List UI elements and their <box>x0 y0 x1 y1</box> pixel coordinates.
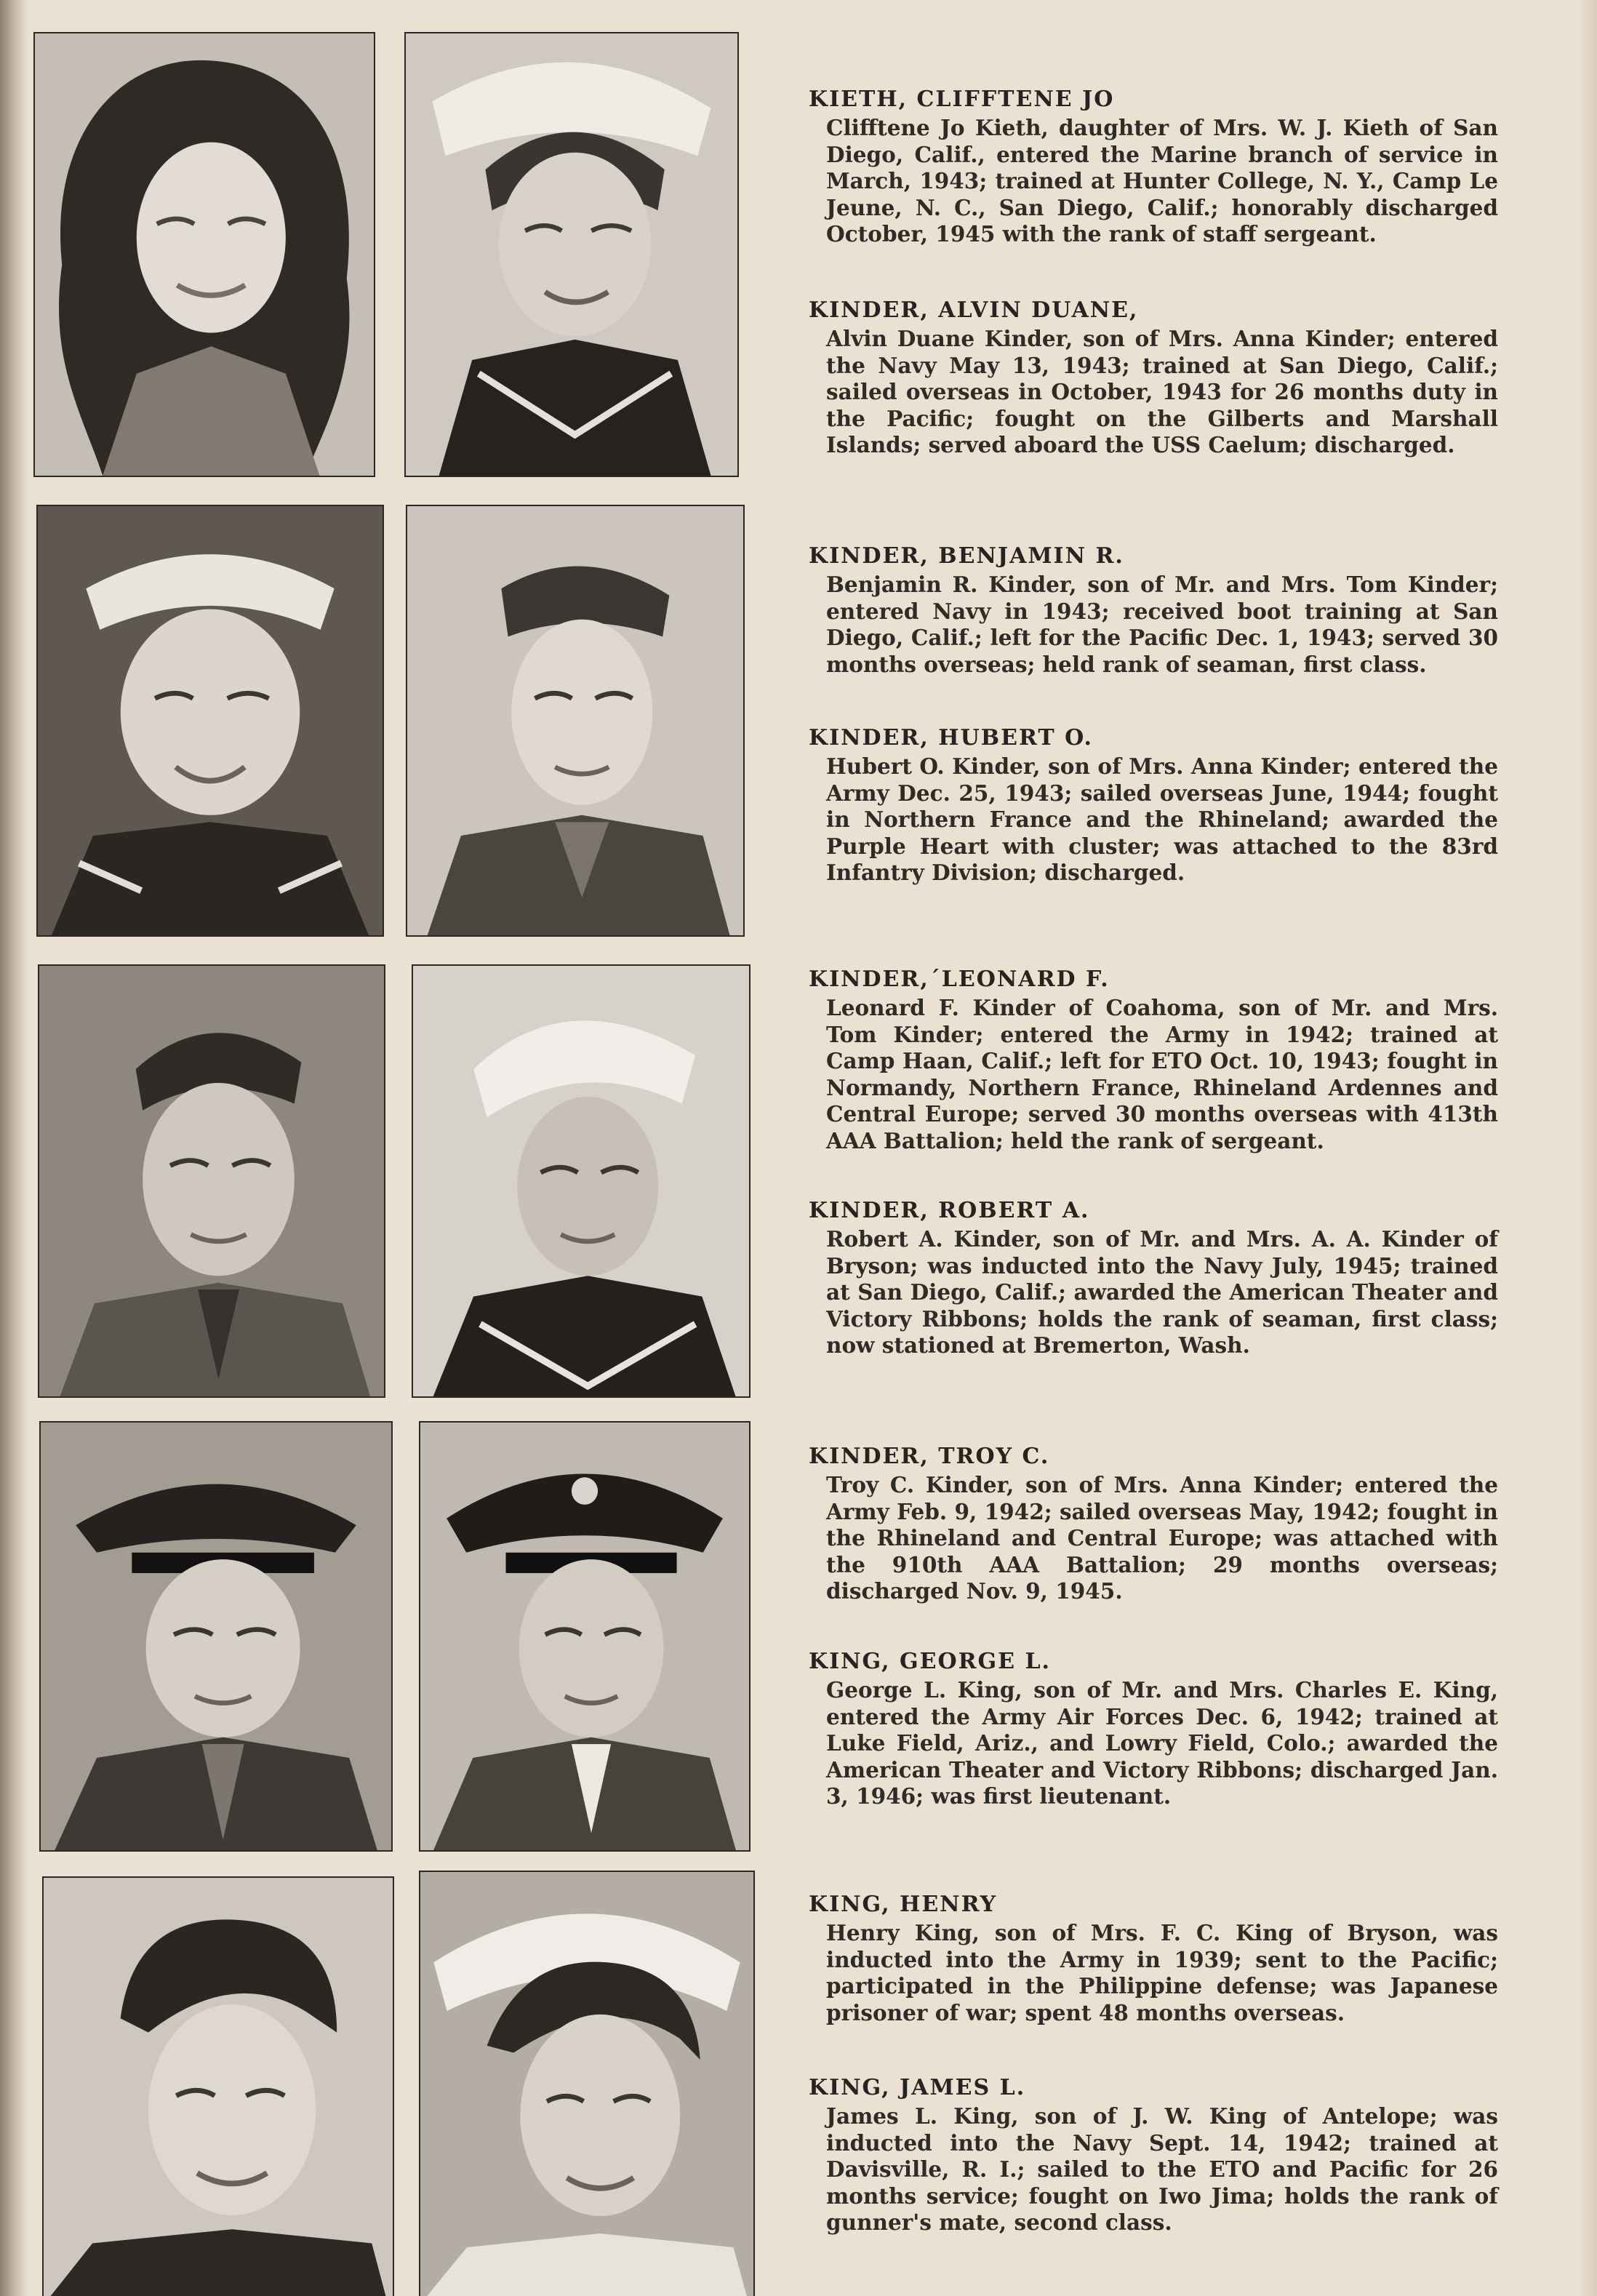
entry-king-george <box>809 1648 1498 1810</box>
entry-name: KING, HENRY <box>809 1892 998 1917</box>
portrait-photo-kinder-benjamin <box>36 505 384 937</box>
entry-name: KIETH, CLIFFTENE JO <box>809 87 1115 112</box>
portrait-photo-kinder-leonard <box>38 964 385 1398</box>
entry-text: Clifftene Jo Kieth, daughter of Mrs. W. J. Kieth of San Diego, Calif., entered the Marine branch of service in March, 1943; trained at Hunter College, N. Y., Camp Le Jeune, N. C., San Diego, Calif.; honorably discharged October, 1945 with the rank of staff sergeant. <box>826 115 1498 247</box>
entry-name: KINDER, ALVIN DUANE, <box>809 297 1139 323</box>
entry-text: George L. King, son of Mr. and Mrs. Charles E. King, entered the Army Air Forces Dec. 6, 1942; trained at Luke Field, Ariz., and Lowry Field, Colo.; awarded the American Theater and Victory Ribbons; discharged Jan. 3, 1946; was first lieutenant. <box>826 1677 1498 1809</box>
entry-text: Henry King, son of Mrs. F. C. King of Bryson, was inducted into the Army in 1939; sent to the Pacific; participated in the Philippine defense; was Japanese prisoner of war; spent 48 months overseas. <box>826 1920 1498 2025</box>
entry-kinder-hubert <box>809 724 1498 887</box>
entry-kinder-benjamin <box>809 543 1498 678</box>
portrait-photo-kinder-robert <box>412 964 751 1398</box>
portrait-photo-kinder-alvin <box>404 32 739 477</box>
page-right-edge <box>1578 0 1597 2296</box>
portrait-photo-kinder-hubert <box>406 505 745 937</box>
entry-text: Alvin Duane Kinder, son of Mrs. Anna Kinder; entered the Navy May 13, 1943; trained at San Diego, Calif.; sailed overseas in October, 1943 for 26 months duty in the Pacific; fought on the Gilberts and Marshall Islands; served aboard the USS Caelum; discharged. <box>826 326 1498 457</box>
portrait-photo-kinder-troy <box>39 1421 393 1852</box>
entry-text: Troy C. Kinder, son of Mrs. Anna Kinder; entered the Army Feb. 9, 1942; sailed overseas May, 1942; fought in the Rhineland and Central Europe; was attached with the 910th AAA Battalion; 29 months overseas; discharged Nov. 9, 1945. <box>826 1472 1498 1604</box>
entry-king-henry <box>809 1891 1498 2026</box>
entry-kinder-alvin <box>809 297 1498 459</box>
entry-text: Hubert O. Kinder, son of Mrs. Anna Kinder; entered the Army Dec. 25, 1943; sailed overseas June, 1944; fought in Northern France and the Rhineland; awarded the Purple Heart with cluster; was attached to the 83rd Infantry Division; discharged. <box>826 753 1498 885</box>
entry-name: KINDER, HUBERT O. <box>809 725 1093 751</box>
portrait-photo-king-george <box>419 1421 751 1852</box>
entry-name: KINDER, ROBERT A. <box>809 1198 1090 1223</box>
entry-text: Leonard F. Kinder of Coahoma, son of Mr. and Mrs. Tom Kinder; entered the Army in 1942; trained at Camp Haan, Calif.; left for ETO Oct. 10, 1943; fought in Normandy, Northern France, Rhineland Ardennes and Central Europe; served 30 months overseas with 413th AAA Battalion; held the rank of sergeant. <box>826 995 1498 1153</box>
entry-kinder-leonard <box>809 966 1498 1154</box>
entry-name: KING, JAMES L. <box>809 2075 1026 2100</box>
entry-name: KINDER,´LEONARD F. <box>809 967 1110 992</box>
page-binding-edge <box>0 0 28 2296</box>
entry-text: Benjamin R. Kinder, son of Mr. and Mrs. Tom Kinder; entered Navy in 1943; received boot training at San Diego, Calif.; left for the Pacific Dec. 1, 1943; served 30 months overseas; held rank of seaman, first class. <box>826 572 1498 677</box>
portrait-photo-king-james <box>419 1871 755 2296</box>
entry-kinder-robert <box>809 1197 1498 1359</box>
entry-name: KINDER, BENJAMIN R. <box>809 543 1124 569</box>
portrait-photo-king-henry <box>42 1876 394 2296</box>
entry-kinder-troy <box>809 1443 1498 1605</box>
entry-king-james <box>809 2074 1498 2236</box>
entry-kieth-clifftene <box>809 86 1498 248</box>
entry-text: James L. King, son of J. W. King of Antelope; was inducted into the Navy Sept. 14, 1942; trained at Davisville, R. I.; sailed to the ETO and Pacific for 26 months service; fought on Iwo Jima; holds the rank of gunner's mate, second class. <box>826 2103 1498 2235</box>
entry-text: Robert A. Kinder, son of Mr. and Mrs. A. A. Kinder of Bryson; was inducted into the Navy July, 1945; trained at San Diego, Calif.; awarded the American Theater and Victory Ribbons; holds the rank of seaman, first class; now stationed at Bremerton, Wash. <box>826 1226 1498 1358</box>
portrait-photo-kieth-clifftene <box>33 32 375 477</box>
entry-name: KING, GEORGE L. <box>809 1649 1051 1674</box>
entry-name: KINDER, TROY C. <box>809 1444 1050 1469</box>
